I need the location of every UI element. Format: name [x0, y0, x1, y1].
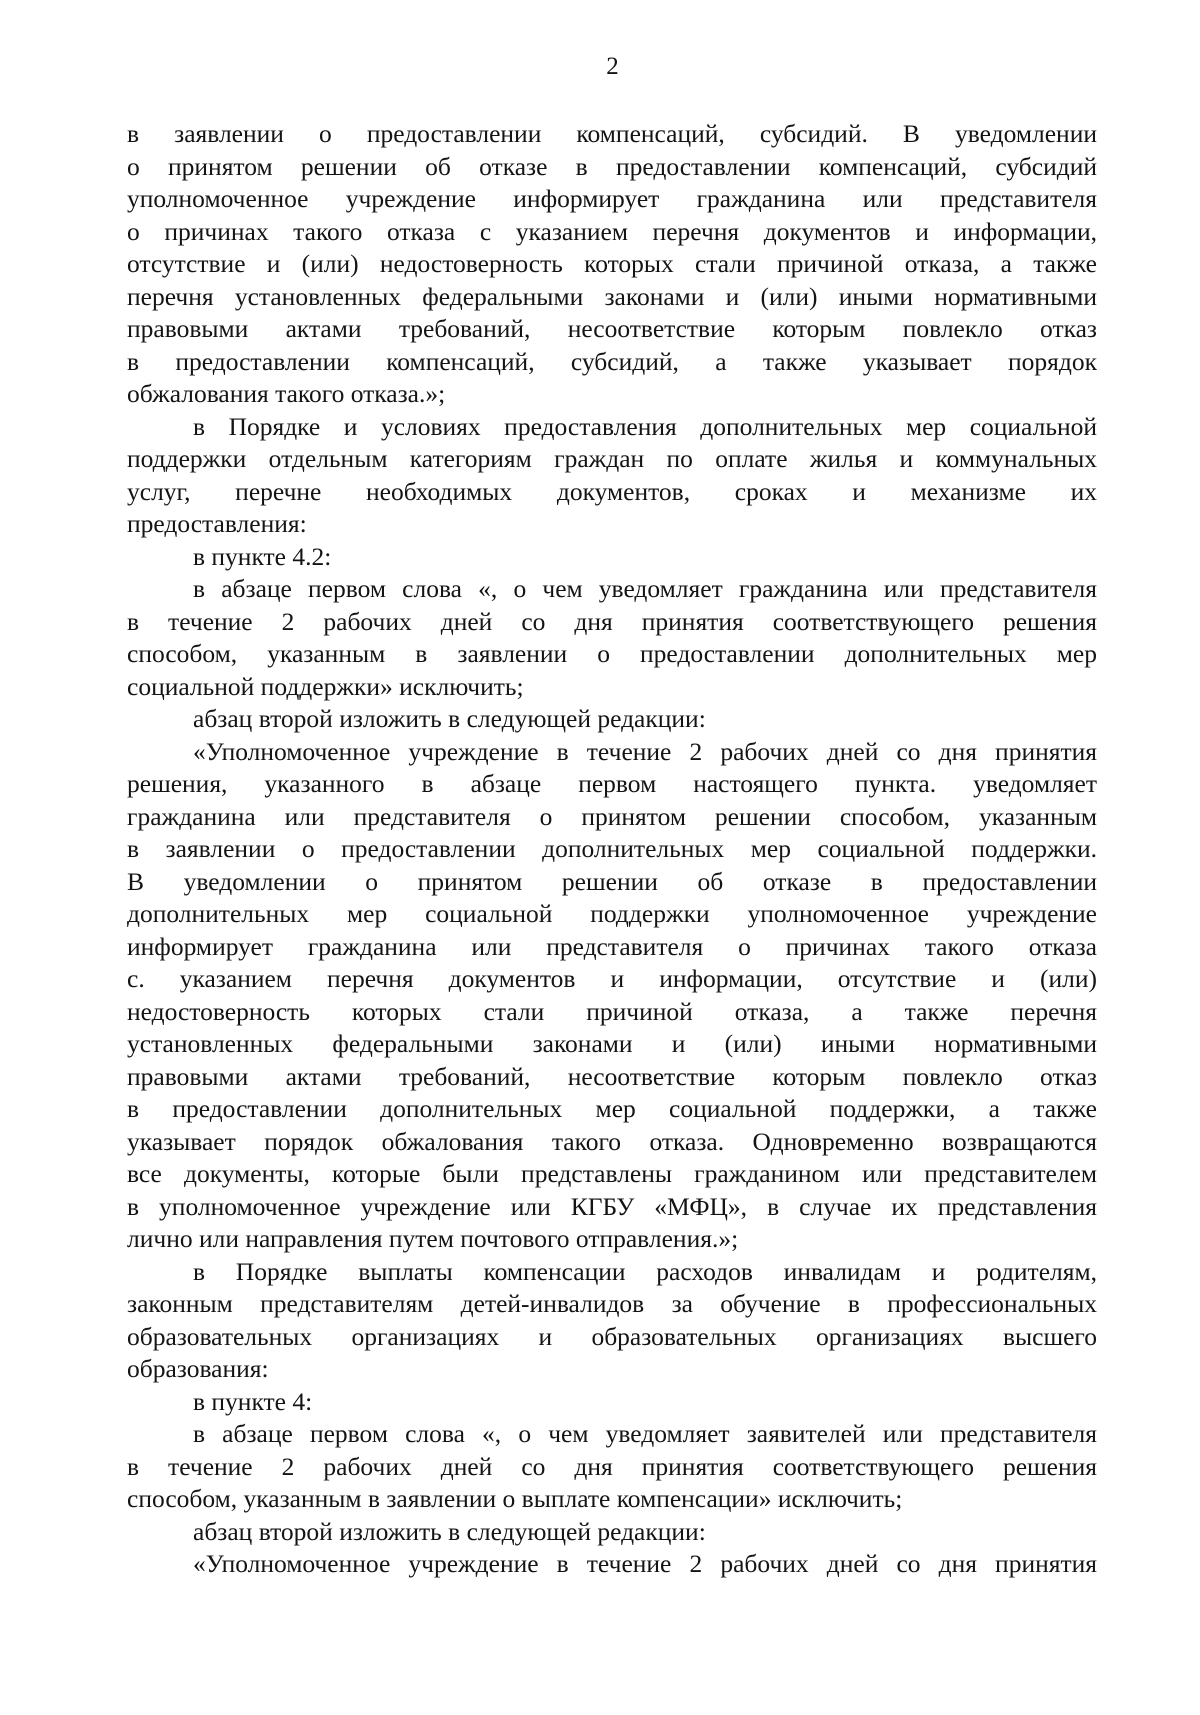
text-line: способом, указанным в заявлении о предоставлении дополнительных мер — [127, 639, 1097, 668]
text-line: в предоставлении дополнительных мер социальной поддержки, а также — [127, 1094, 1097, 1123]
text-line: уполномоченное учреждение информирует гражданина или представителя — [127, 184, 1097, 213]
text-line: в пункте 4: — [193, 1386, 313, 1416]
text-line: в заявлении о предоставлении компенсаций, субсидий. В уведомлении — [127, 119, 1097, 148]
text-line: указывает порядок обжалования такого отказа. Одновременно возвращаются — [127, 1126, 1097, 1156]
text-line: «Уполномоченное учреждение в течение 2 рабочих дней со дня принятия — [193, 736, 1097, 766]
text-line: гражданина или представителя о принятом решении способом, указанным — [127, 801, 1097, 831]
text-line: «Уполномоченное учреждение в течение 2 рабочих дней со дня принятия — [193, 1549, 1097, 1578]
text-line: решения, указанного в абзаце первом настоящего пункта. уведомляет — [127, 769, 1097, 798]
text-line: недостоверность которых стали причиной отказа, а также перечня — [127, 996, 1097, 1026]
text-line: В уведомлении о принятом решении об отказе в предоставлении — [127, 866, 1097, 896]
text-line: услуг, перечне необходимых документов, сроках и механизме их — [127, 476, 1097, 506]
text-line: все документы, которые были представлены гражданином или представителем — [127, 1159, 1097, 1188]
text-line: о принятом решении об отказе в предоставлении компенсаций, субсидий — [127, 151, 1097, 181]
text-line: социальной поддержки» исключить; — [127, 671, 524, 701]
text-line: установленных федеральными законами и (или) иными нормативными — [127, 1029, 1097, 1058]
text-line: в Порядке выплаты компенсации расходов инвалидам и родителям, — [193, 1256, 1097, 1286]
text-line: информирует гражданина или представителя о причинах такого отказа — [127, 931, 1097, 961]
text-line: абзац второй изложить в следующей редакции: — [193, 704, 706, 733]
text-line: в течение 2 рабочих дней со дня принятия соответствующего решения — [127, 1451, 1097, 1481]
text-line: в абзаце первом слова «, о чем уведомляет заявителей или представителя — [193, 1419, 1097, 1448]
text-line: о причинах такого отказа с указанием перечня документов и информации, — [127, 216, 1097, 246]
text-line: в течение 2 рабочих дней со дня принятия соответствующего решения — [127, 606, 1097, 636]
text-line: образования: — [127, 1354, 269, 1383]
text-line: в Порядке и условиях предоставления дополнительных мер социальной — [193, 411, 1097, 441]
text-line: лично или направления путем почтового отправления.»; — [127, 1224, 739, 1253]
text-line: способом, указанным в заявлении о выплате компенсации» исключить; — [127, 1484, 903, 1513]
text-line: правовыми актами требований, несоответствие которым повлекло отказ — [127, 314, 1097, 343]
text-line: правовыми актами требований, несоответствие которым повлекло отказ — [127, 1061, 1097, 1091]
text-line: в предоставлении компенсаций, субсидий, а также указывает порядок — [127, 346, 1097, 376]
text-line: абзац второй изложить в следующей редакции: — [193, 1516, 706, 1546]
text-line: предоставления: — [127, 509, 307, 538]
text-line: образовательных организациях и образовательных организациях высшего — [127, 1321, 1097, 1351]
document-body — [127, 118, 1097, 1581]
text-line: дополнительных мер социальной поддержки уполномоченное учреждение — [127, 899, 1097, 928]
text-line: обжалования такого отказа.»; — [127, 379, 446, 408]
text-line: в уполномоченное учреждение или КГБУ «МФЦ», в случае их представления — [127, 1191, 1097, 1221]
text-line: с. указанием перечня документов и информации, отсутствие и (или) — [127, 964, 1097, 993]
text-line: перечня установленных федеральными законами и (или) иными нормативными — [127, 281, 1097, 311]
page-number: 2 — [606, 53, 619, 80]
text-line: поддержки отдельным категориям граждан по оплате жилья и коммунальных — [127, 444, 1097, 473]
text-line: в пункте 4.2: — [193, 541, 332, 571]
text-line: в абзаце первом слова «, о чем уведомляет гражданина или представителя — [193, 574, 1097, 603]
text-line: в заявлении о предоставлении дополнительных мер социальной поддержки. — [127, 834, 1097, 863]
text-line: отсутствие и (или) недостоверность которых стали причиной отказа, а также — [127, 249, 1097, 278]
text-line: законным представителям детей-инвалидов за обучение в профессиональных — [127, 1289, 1097, 1318]
